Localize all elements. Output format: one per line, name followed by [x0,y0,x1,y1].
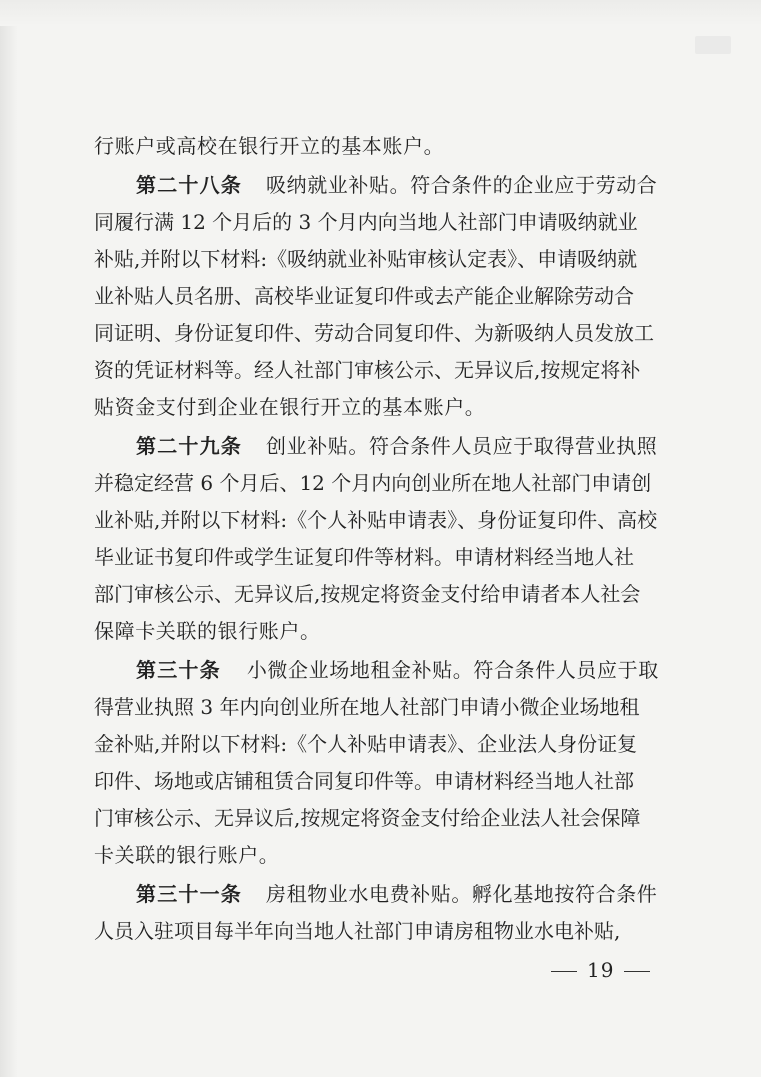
article-29-first-line [94,428,657,465]
paragraph-line: 保障卡关联的银行账户。 [94,619,321,643]
paragraph-line: 得营业执照 3 年内向创业所在地人社部门申请小微企业场地租 [94,695,640,719]
article-heading: 第二十八条 [136,173,242,197]
paragraph-line: 部门审核公示、无异议后,按规定将资金支付给申请者本人社会 [94,582,641,606]
paragraph-line: 创业补贴。符合条件人员应于取得营业执照 [266,434,658,458]
paragraph-line: 并稳定经营 6 个月后、12 个月内向创业所在地人社部门申请创 [94,471,652,495]
article-heading: 第二十九条 [136,434,242,458]
article-30-first-line [94,652,657,689]
page-shadow-top [0,0,761,26]
page-number [541,958,660,982]
paragraph-line: 房租物业水电费补贴。孵化基地按符合条件 [266,882,658,906]
paragraph-line: 业补贴人员名册、高校毕业证复印件或去产能企业解除劳动合 [94,284,634,308]
paragraph-line: 业补贴,并附以下材料:《个人补贴申请表》、身份证复印件、高校 [94,508,658,532]
article-28-first-line [94,167,657,204]
paragraph-line: 毕业证书复印件或学生证复印件等材料。申请材料经当地人社 [94,545,634,569]
article-heading: 第三十条 [136,658,221,682]
paragraph-line: 资的凭证材料等。经人社部门审核公示、无异议后,按规定将补 [94,358,641,382]
page-number-value: 19 [587,958,615,982]
paragraph-line: 行账户或高校在银行开立的基本账户。 [94,134,445,158]
page-number-dash [551,971,577,972]
page-shadow-left [0,0,18,1077]
article-heading: 第三十一条 [136,882,242,906]
article-31-first-line [94,876,657,913]
document-body [94,128,657,950]
paragraph-line: 印件、场地或店铺租赁合同复印件等。申请材料经当地人社部 [94,769,634,793]
page-number-dash [624,971,650,972]
paragraph-line: 金补贴,并附以下材料:《个人补贴申请表》、企业法人身份证复 [94,732,638,756]
paragraph-line: 人员入驻项目每半年向当地人社部门申请房租物业水电补贴, [94,919,621,943]
paragraph-line: 同履行满 12 个月后的 3 个月内向当地人社部门申请吸纳就业 [94,210,638,234]
paragraph-line: 小微企业场地租金补贴。符合条件人员应于取 [246,658,659,682]
scan-mark [695,36,731,54]
paragraph-line: 吸纳就业补贴。符合条件的企业应于劳动合 [266,173,658,197]
paragraph-line: 门审核公示、无异议后,按规定将资金支付给企业法人社会保障 [94,806,641,830]
paragraph-line: 补贴,并附以下材料:《吸纳就业补贴审核认定表》、申请吸纳就 [94,247,638,271]
paragraph-line: 同证明、身份证复印件、劳动合同复印件、为新吸纳人员发放工 [94,321,654,345]
paragraph-line: 卡关联的银行账户。 [94,843,280,867]
paragraph-line: 贴资金支付到企业在银行开立的基本账户。 [94,395,486,419]
